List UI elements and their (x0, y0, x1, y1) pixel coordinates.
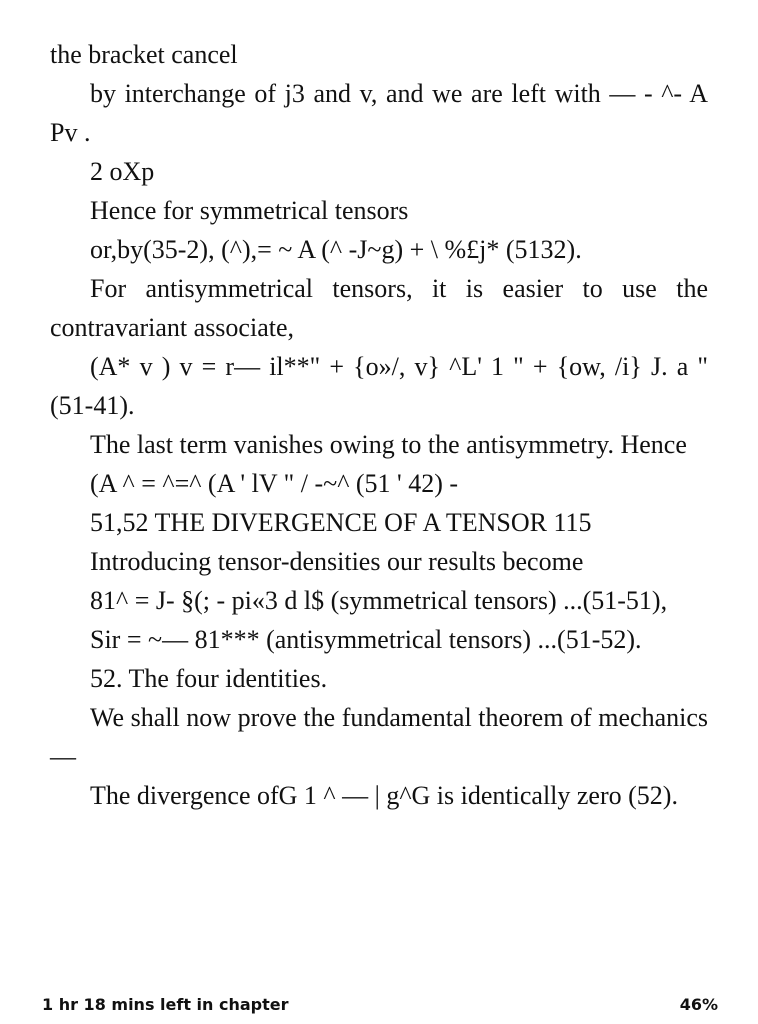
reading-progress-percent[interactable]: 46% (679, 994, 718, 1014)
paragraph: We shall now prove the fundamental theorem of mechanics— (50, 703, 708, 771)
paragraph: (A ^ = ^=^ (A ' lV " / -~^ (51 ' 42) - (90, 469, 459, 498)
equation-paragraph: Sir = ~— 81*** (antisymmetrical tensors) ...(51-52). (90, 625, 642, 654)
time-left-in-chapter[interactable]: 1 hr 18 mins left in chapter (42, 994, 289, 1014)
reading-footer (42, 992, 718, 1016)
paragraph: Hence for symmetrical tensors (90, 196, 409, 225)
paragraph: (A* v ) v = r— il**" + {o»/, v} ^L' 1 " + {ow, /i} J. a " (51-41). (50, 352, 708, 420)
paragraph: by interchange of j3 and v, and we are left with — - ^- A Pv . (50, 79, 708, 147)
paragraph: Introducing tensor-densities our results become (90, 547, 584, 576)
paragraph: For antisymmetrical tensors, it is easier to use the contravariant associate, (50, 274, 708, 342)
paragraph: or,by(35-2), (^),= ~ A (^ -J~g) + \ %£j* (5132). (90, 235, 582, 264)
paragraph: The divergence ofG 1 ^ — | g^G is identically zero (52). (90, 781, 678, 810)
paragraph: 2 oXp (90, 157, 155, 186)
reading-page[interactable] (50, 35, 708, 815)
paragraph: the bracket cancel (50, 40, 238, 69)
paragraph: The last term vanishes owing to the antisymmetry. Hence (90, 430, 687, 459)
section-heading: 52. The four identities. (90, 664, 328, 693)
equation-paragraph: 81^ = J- §(; - pi«3 d l$ (symmetrical tensors) ...(51-51), (90, 586, 668, 615)
running-header-text: 51,52 THE DIVERGENCE OF A TENSOR 115 (90, 508, 592, 537)
